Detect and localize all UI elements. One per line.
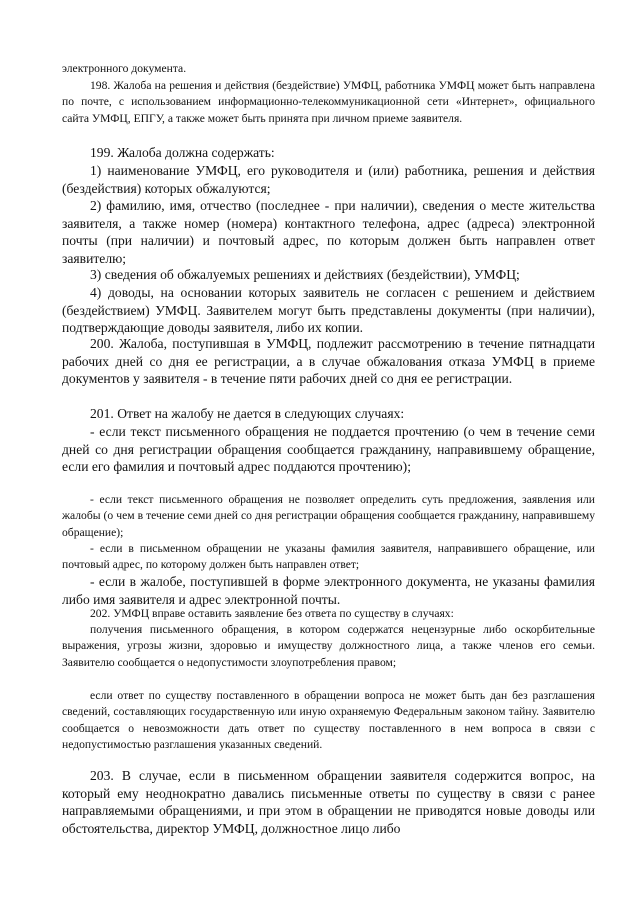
- paragraph-199-item-1: 1) наименование УМФЦ, его руководителя и (или) работника, решения и действия (бездействия) которых обжалуются;: [62, 163, 595, 196]
- paragraph-201: 201. Ответ на жалобу не дается в следующих случаях:: [90, 406, 405, 421]
- paragraph-200: 200. Жалоба, поступившая в УМФЦ, подлежит рассмотрению в течение пятнадцати рабочих дней со дня ее регистрации, а в случае обжалования отказа УМФЦ в приеме документов у заявителя - в течение пяти рабочих дней со дня ее регистрации.: [62, 336, 595, 387]
- paragraph-199-item-2: 2) фамилию, имя, отчество (последнее - при наличии), сведения о месте жительства заявителя, а также номер (номера) контактного телефона, адрес (адреса) электронной почты (при наличии) и почтовый адрес, по которым должен быть направлен ответ заявителю;: [62, 198, 595, 266]
- paragraph-199: 199. Жалоба должна содержать:: [90, 145, 275, 160]
- paragraph-0-continuation: электронного документа.: [62, 62, 187, 75]
- paragraph-199-item-3: 3) сведения об обжалуемых решениях и действиях (бездействии), УМФЦ;: [90, 267, 520, 282]
- paragraph-202: 202. УМФЦ вправе оставить заявление без ответа по существу в случаях:: [90, 607, 454, 620]
- paragraph-199-item-4: 4) доводы, на основании которых заявитель не согласен с решением и действием (бездействием) УМФЦ. Заявителем могут быть представлены документы (при наличии), подтверждающие доводы заявителя, либо их копии.: [62, 285, 595, 336]
- paragraph-203: 203. В случае, если в письменном обращении заявителя содержится вопрос, на который ему неоднократно давались письменные ответы по существу в связи с ранее направляемыми обращениями, и при этом в обращении не приводятся новые доводы или обстоятельства, директор УМФЦ, должностное лицо либо: [62, 768, 595, 836]
- paragraph-198: 198. Жалоба на решения и действия (бездействие) УМФЦ, работника УМФЦ может быть направлена по почте, с использованием информационно-телекоммуникационной сети «Интернет», официального сайта УМФЦ, ЕПГУ, а также может быть принята при личном приеме заявителя.: [62, 79, 595, 125]
- paragraph-201-case-4: - если в жалобе, поступившей в форме электронного документа, не указаны фамилия либо имя заявителя и адрес электронной почты.: [62, 574, 595, 607]
- paragraph-201-case-2: - если текст письменного обращения не позволяет определить суть предложения, заявления или жалобы (о чем в течение семи дней со дня регистрации обращения сообщается гражданину, направившему обращение);: [62, 493, 595, 539]
- paragraph-202-case-1: получения письменного обращения, в котором содержатся нецензурные либо оскорбительные выражения, угрозы жизни, здоровью и имуществу должностного лица, а также членов его семьи. Заявителю сообщается о недопустимости злоупотребления правом;: [62, 623, 595, 669]
- paragraph-201-case-1: - если текст письменного обращения не поддается прочтению (о чем в течение семи дней со дня регистрации обращения сообщается гражданину, направившему обращение, если его фамилия и почтовый адрес поддаются прочтению);: [62, 424, 595, 475]
- paragraph-201-case-3: - если в письменном обращении не указаны фамилия заявителя, направившего обращение, или почтовый адрес, по которому должен быть направлен ответ;: [62, 542, 595, 572]
- paragraph-202-case-2: если ответ по существу поставленного в обращении вопроса не может быть дан без разглашения сведений, составляющих государственную или иную охраняемую Федеральным законом тайну. Заявителю сообщается о невозможности дать ответ по существу поставленного в нем вопроса в связи с недопустимостью разглашения указанных сведений.: [62, 689, 595, 752]
